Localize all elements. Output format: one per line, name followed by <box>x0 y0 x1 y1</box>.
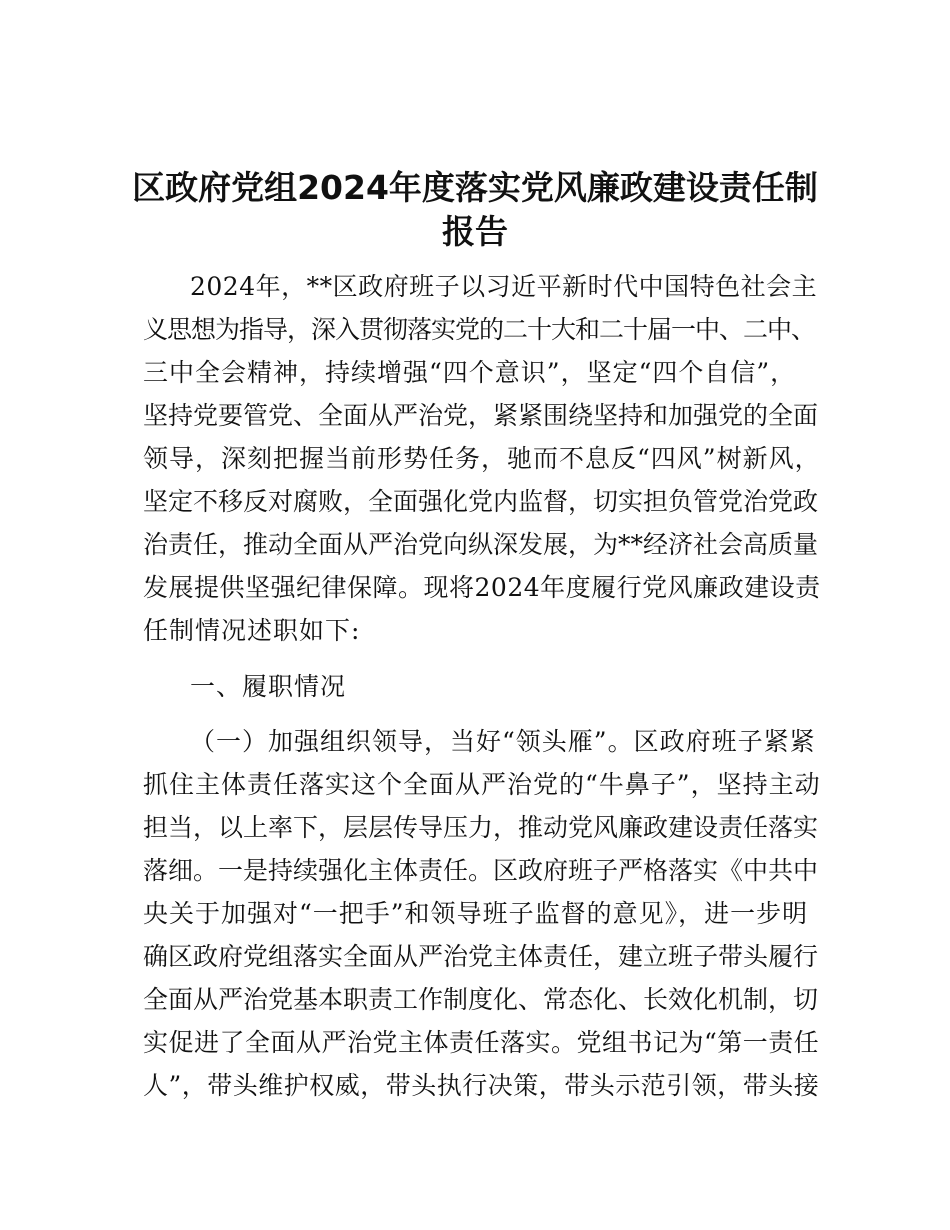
document-title-line-2: 报告 <box>442 212 508 251</box>
paragraph-line: 人”，带头维护权威，带头执行决策，带头示范引领，带头接 <box>143 1071 820 1100</box>
paragraph-line: 任制情况述职如下: <box>143 616 361 645</box>
paragraph-line: 全面从严治党基本职责工作制度化、常态化、长效化机制，切 <box>143 985 819 1014</box>
paragraph-line: 落细。一是持续强化主体责任。区政府班子严格落实《中共中 <box>143 856 819 885</box>
paragraph-line: 抓住主体责任落实这个全面从严治党的“牛鼻子”，坚持主动 <box>143 770 821 799</box>
paragraph-line: 央关于加强对“一把手”和领导班子监督的意见》，进一步明 <box>143 899 809 928</box>
paragraph-line: 2024年，**区政府班子以习近平新时代中国特色社会主 <box>190 272 818 301</box>
paragraph-line: 发展提供坚强纪律保障。现将2024年度履行党风廉政建设责 <box>143 573 821 602</box>
paragraph-line: 实促进了全面从严治党主体责任落实。党组书记为“第一责任 <box>143 1028 820 1057</box>
paragraph-line: 三中全会精神，持续增强“四个意识”，坚定“四个自信”， <box>143 358 797 387</box>
document-title-line-1: 区政府党组2024年度落实党风廉政建设责任制 <box>132 168 818 207</box>
paragraph-line: 领导，深刻把握当前形势任务，驰而不息反“四风”树新风， <box>143 444 821 473</box>
paragraph-line: 坚定不移反对腐败，全面强化党内监督，切实担负管党治党政 <box>143 487 819 516</box>
paragraph-line: 义思想为指导，深入贯彻落实党的二十大和二十届一中、二中、 <box>143 315 816 344</box>
paragraph-line: 治责任，推动全面从严治党向纵深发展，为**经济社会高质量 <box>143 530 819 559</box>
section-heading: 一、履职情况 <box>190 672 347 701</box>
paragraph-line: 担当，以上率下，层层传导压力，推动党风廉政建设责任落实 <box>143 813 819 842</box>
paragraph-line: 确区政府党组落实全面从严治党主体责任，建立班子带头履行 <box>143 942 819 971</box>
paragraph-line: （一）加强组织领导，当好“领头雁”。区政府班子紧紧 <box>190 727 816 756</box>
paragraph-line: 坚持党要管党、全面从严治党，紧紧围绕坚持和加强党的全面 <box>143 401 819 430</box>
